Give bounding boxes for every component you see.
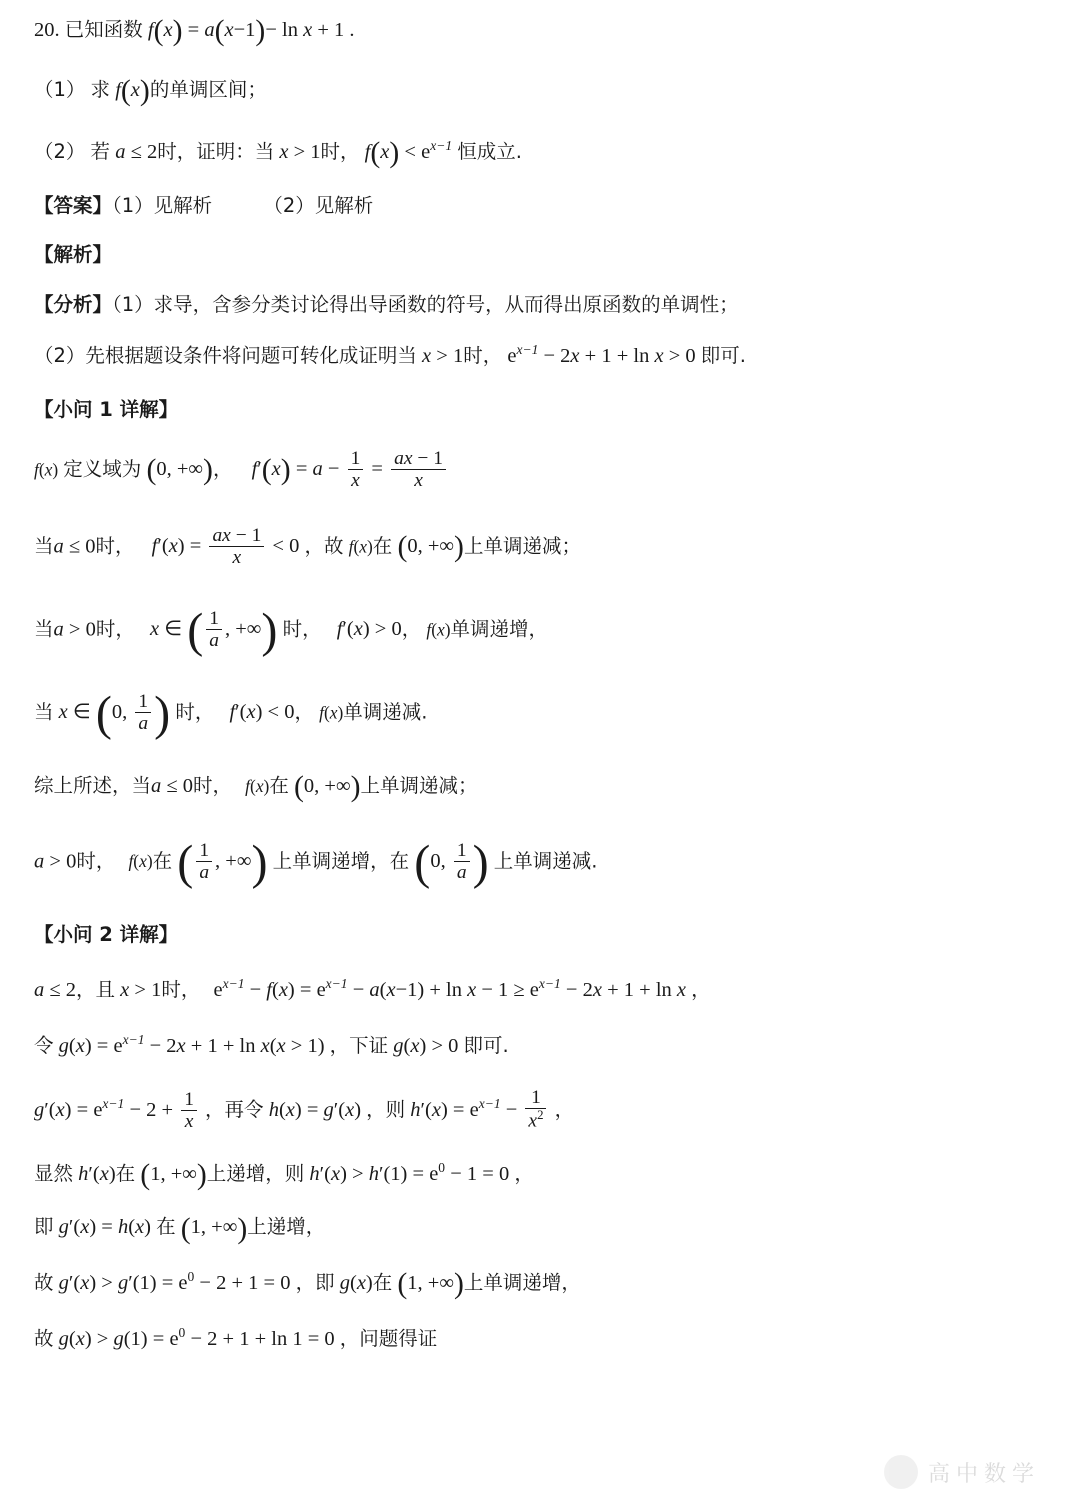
s2-line-6 xyxy=(0,1268,1080,1301)
s1-l6-text-f: 上单调递增，在 xyxy=(272,848,410,872)
s2-l3-formula-a: $g'(x) = e^{x-1} - 2$ + $\frac{1}{x}$ xyxy=(34,1099,205,1121)
s2-l4-text-g: ， xyxy=(514,1161,534,1185)
s1-l2-formula: f′(x) = $\frac{ax - 1}{x}$ < 0 xyxy=(151,524,300,568)
s2-l6-formula: $g'(x) > g'(1) = e^0 - 2 + 1 = 0$ xyxy=(58,1269,291,1295)
watermark xyxy=(884,1455,1040,1489)
s1-l5-text-g: 上单调递减； xyxy=(360,773,478,797)
s2-line-1 xyxy=(0,976,1080,1003)
s1-l2-text-i: 上单调递减； xyxy=(463,533,581,557)
s1-l2-text-e: ，故 xyxy=(304,533,344,557)
s2-line-5 xyxy=(0,1212,1080,1245)
s2-line-7 xyxy=(0,1325,1080,1352)
fenxi-formula-a: x > 1 xyxy=(422,345,464,368)
s1-l2-interval: (0, +∞) xyxy=(397,531,464,564)
s1-l6-text-d: 在 xyxy=(152,848,173,872)
s2-l6-text-a: 故 xyxy=(34,1271,54,1295)
fenxi-line-2 xyxy=(0,342,1080,369)
s2-l7-formula: $g(x) > g(1) = e^0 - 2 + 1 + \ln 1 = 0$ xyxy=(58,1325,335,1350)
s2-l1-text-b: ，且 xyxy=(76,978,116,1002)
s2-l1-cond-b: x > 1 xyxy=(120,979,162,1002)
s1-l3-text-g: ， xyxy=(401,616,422,640)
part-1-label: （1） xyxy=(34,77,86,101)
answer-1: （1）见解析 xyxy=(112,193,213,217)
part-1-formula: f(x) xyxy=(115,75,150,108)
answer-head: 【答案】 xyxy=(34,193,113,217)
s1-l6-cond: a > 0 xyxy=(34,849,77,872)
s2-l5-text-a: 即 xyxy=(34,1215,54,1239)
part-2-formula-a: a ≤ 2 xyxy=(115,140,158,163)
question-stem-text: 已知函数 xyxy=(64,18,143,41)
s1-l1-fx: f(x) xyxy=(34,458,59,479)
s1-l1-text-b: 定义域为 xyxy=(63,456,142,480)
part-1-text-a: 求 xyxy=(90,77,111,101)
question-stem-formula: f(x) = a(x−1)− ln x + 1 xyxy=(147,15,345,48)
answer-line xyxy=(0,194,1080,220)
part-2-formula-b: x > 1 xyxy=(279,140,321,163)
watermark-logo-icon xyxy=(884,1455,918,1489)
part-1-text-b: 的单调区间； xyxy=(149,77,267,101)
sub-question-1-head-line xyxy=(0,398,1080,424)
s1-line-1 xyxy=(0,448,1080,491)
s1-l3-text-i: 单调递增， xyxy=(450,616,549,640)
s2-l1-text-f: ， xyxy=(691,978,711,1002)
s1-l2-fx: f(x) xyxy=(348,535,373,556)
s1-l2-text-g: 在 xyxy=(372,533,393,557)
question-number: 20. xyxy=(34,19,60,41)
s1-l6-interval-1: ( $\frac{1}{a}$ , +∞) xyxy=(177,836,268,890)
s2-l6-text-e: 在 xyxy=(372,1271,393,1295)
s2-l1-formula: $e^{x-1} - f(x) = e^{x-1} - a(x-1) + \ln x - 1 \ge e^{x-1} - 2x + 1 + \ln x$ xyxy=(213,976,687,1002)
s2-l6-text-c: ，即 xyxy=(295,1271,335,1295)
s2-l6-text-g: 上单调递增， xyxy=(463,1271,581,1295)
s2-l7-text-c: ，问题得证 xyxy=(339,1326,438,1350)
s1-l5-text-c: 时， xyxy=(193,773,233,797)
part-2-text-d: 恒成立. xyxy=(457,139,522,163)
s1-l5-interval: (0, +∞) xyxy=(293,770,361,803)
part-2-text-c: 时， xyxy=(320,139,360,163)
s2-l2-text-a: 令 xyxy=(34,1033,54,1057)
analysis-head-line xyxy=(0,243,1080,269)
s2-line-2 xyxy=(0,1032,1080,1059)
fenxi-text-2b: 时， xyxy=(463,344,503,368)
s1-l6-interval-2: (0, $\frac{1}{a}$ ) xyxy=(414,836,489,890)
s1-line-3 xyxy=(0,604,1080,658)
sub-question-1-head: 【小问 1 详解】 xyxy=(34,397,179,421)
fenxi-head: 【分析】 xyxy=(34,292,113,316)
s2-l4-text-e: 上递增，则 xyxy=(206,1161,305,1185)
question-stem xyxy=(0,15,1080,48)
s2-l2-text-c: ，下证 xyxy=(329,1033,389,1057)
s2-l5-text-e: 上递增， xyxy=(247,1215,326,1239)
s1-l3-interval: x ∈ ( $\frac{1}{a}$ , +∞) xyxy=(149,604,278,658)
s2-l4-text-a: 显然 xyxy=(34,1161,74,1185)
s1-l3-text-a: 当 xyxy=(34,616,54,640)
s1-l3-formula: f′(x) > 0 xyxy=(336,617,402,640)
s2-l4-h-prime: h′(x) xyxy=(78,1162,116,1185)
s1-l1-comma: ， xyxy=(212,456,233,480)
s2-l4-text-c: 在 xyxy=(115,1161,136,1185)
s1-l5-fx: f(x) xyxy=(245,775,270,796)
s1-l3-fx: f(x) xyxy=(426,618,451,639)
s1-l2-text-a: 当 xyxy=(34,533,54,557)
document-page xyxy=(0,15,1080,1499)
part-2 xyxy=(0,136,1080,169)
s2-l3-formula-c: $h'(x) = e^{x-1}$ − $\frac{1}{x^2}$ xyxy=(410,1099,554,1121)
s1-l4-interval: x ∈ (0, $\frac{1}{a}$ ) xyxy=(58,687,171,741)
s1-l4-text-c: 时， xyxy=(175,699,215,723)
s1-line-5 xyxy=(0,770,1080,803)
watermark-text: 高中数学 xyxy=(927,1461,1040,1487)
s2-l4-formula: $h'(x) > h'(1) = e^0 - 1 = 0$ xyxy=(309,1159,510,1185)
s1-l3-text-c: 时， xyxy=(95,616,135,640)
s2-line-3 xyxy=(0,1087,1080,1132)
s1-l1-domain: (0, +∞) xyxy=(146,454,213,487)
analysis-head: 【解析】 xyxy=(34,243,113,267)
part-2-formula-c: $f(x) < e^{x-1}$ xyxy=(364,136,453,169)
s1-line-4 xyxy=(0,687,1080,741)
s1-l3-cond: a > 0 xyxy=(53,617,96,640)
fenxi-formula-b: $e^{x-1} - 2x + 1 + \ln x > 0$ xyxy=(507,342,696,368)
s2-l4-interval: (1, +∞) xyxy=(140,1158,207,1191)
s1-l6-text-b: 时， xyxy=(76,848,116,872)
s2-line-4 xyxy=(0,1158,1080,1191)
s2-l5-text-c: 在 xyxy=(156,1215,176,1239)
s1-l5-cond: a ≤ 0 xyxy=(151,774,194,797)
s2-l5-interval: (1, +∞) xyxy=(180,1212,248,1245)
answer-2: （2）见解析 xyxy=(263,193,374,217)
s2-l3-text-b: ，再令 xyxy=(205,1097,264,1121)
sub-question-2-head: 【小问 2 详解】 xyxy=(34,922,179,946)
s1-line-2 xyxy=(0,525,1080,568)
s1-l4-formula: f′(x) < 0 xyxy=(229,700,295,723)
s1-l5-text-e: 在 xyxy=(269,773,289,797)
part-2-text-b: 时，证明：当 xyxy=(157,139,275,163)
sub-question-2-head-line xyxy=(0,923,1080,949)
s1-l3-text-e: 时， xyxy=(282,616,322,640)
s2-l5-formula: g′(x) = h(x) xyxy=(58,1216,151,1239)
part-2-label: （2） xyxy=(34,139,86,163)
s2-l2-formula: $g(x) = e^{x-1} - 2x + 1 + \ln x(x > 1)$ xyxy=(58,1031,325,1057)
s2-l3-text-f: ， xyxy=(554,1097,575,1121)
s2-l1-text-d: 时， xyxy=(161,978,201,1002)
s2-l1-cond-a: a ≤ 2 xyxy=(34,979,77,1002)
fenxi-text-2a: （2）先根据题设条件将问题可转化成证明当 xyxy=(34,344,417,368)
s1-l6-fx: f(x) xyxy=(128,850,153,871)
fenxi-text-1: （1）求导，含参分类讨论得出导函数的符号，从而得出原函数的单调性； xyxy=(112,292,739,316)
fenxi-line-1 xyxy=(0,293,1080,319)
s1-l4-text-e: ， xyxy=(294,699,314,723)
s1-l5-text-a: 综上所述，当 xyxy=(34,773,152,797)
s1-l6-text-h: 上单调递减. xyxy=(493,848,598,872)
s2-l2-goal: g(x) > 0 xyxy=(393,1034,459,1057)
s1-l4-text-a: 当 xyxy=(34,699,54,723)
part-1 xyxy=(0,75,1080,108)
s1-l2-text-c: 时， xyxy=(95,533,135,557)
s2-l6-gx: g(x) xyxy=(339,1272,373,1295)
s2-l6-interval: (1, +∞) xyxy=(397,1268,464,1301)
s1-l4-text-g: 单调递减. xyxy=(343,699,428,723)
fenxi-text-2c: 即可. xyxy=(700,344,746,368)
s1-l4-fx: f(x) xyxy=(319,701,344,722)
s2-l7-text-a: 故 xyxy=(34,1326,54,1350)
s2-l3-text-d: ，则 xyxy=(366,1097,406,1121)
s1-l2-cond: a ≤ 0 xyxy=(53,534,96,557)
s1-l1-derivative: f′(x) = a − $\frac{1}{x}$ = $\frac{ax - 1}{x}$ xyxy=(252,458,449,480)
s2-l2-text-e: 即可. xyxy=(463,1033,509,1057)
s1-line-6 xyxy=(0,836,1080,890)
part-2-text-a: 若 xyxy=(90,139,111,163)
question-stem-period: . xyxy=(349,19,355,41)
s2-l3-formula-b: h(x) = g′(x) xyxy=(268,1098,362,1121)
